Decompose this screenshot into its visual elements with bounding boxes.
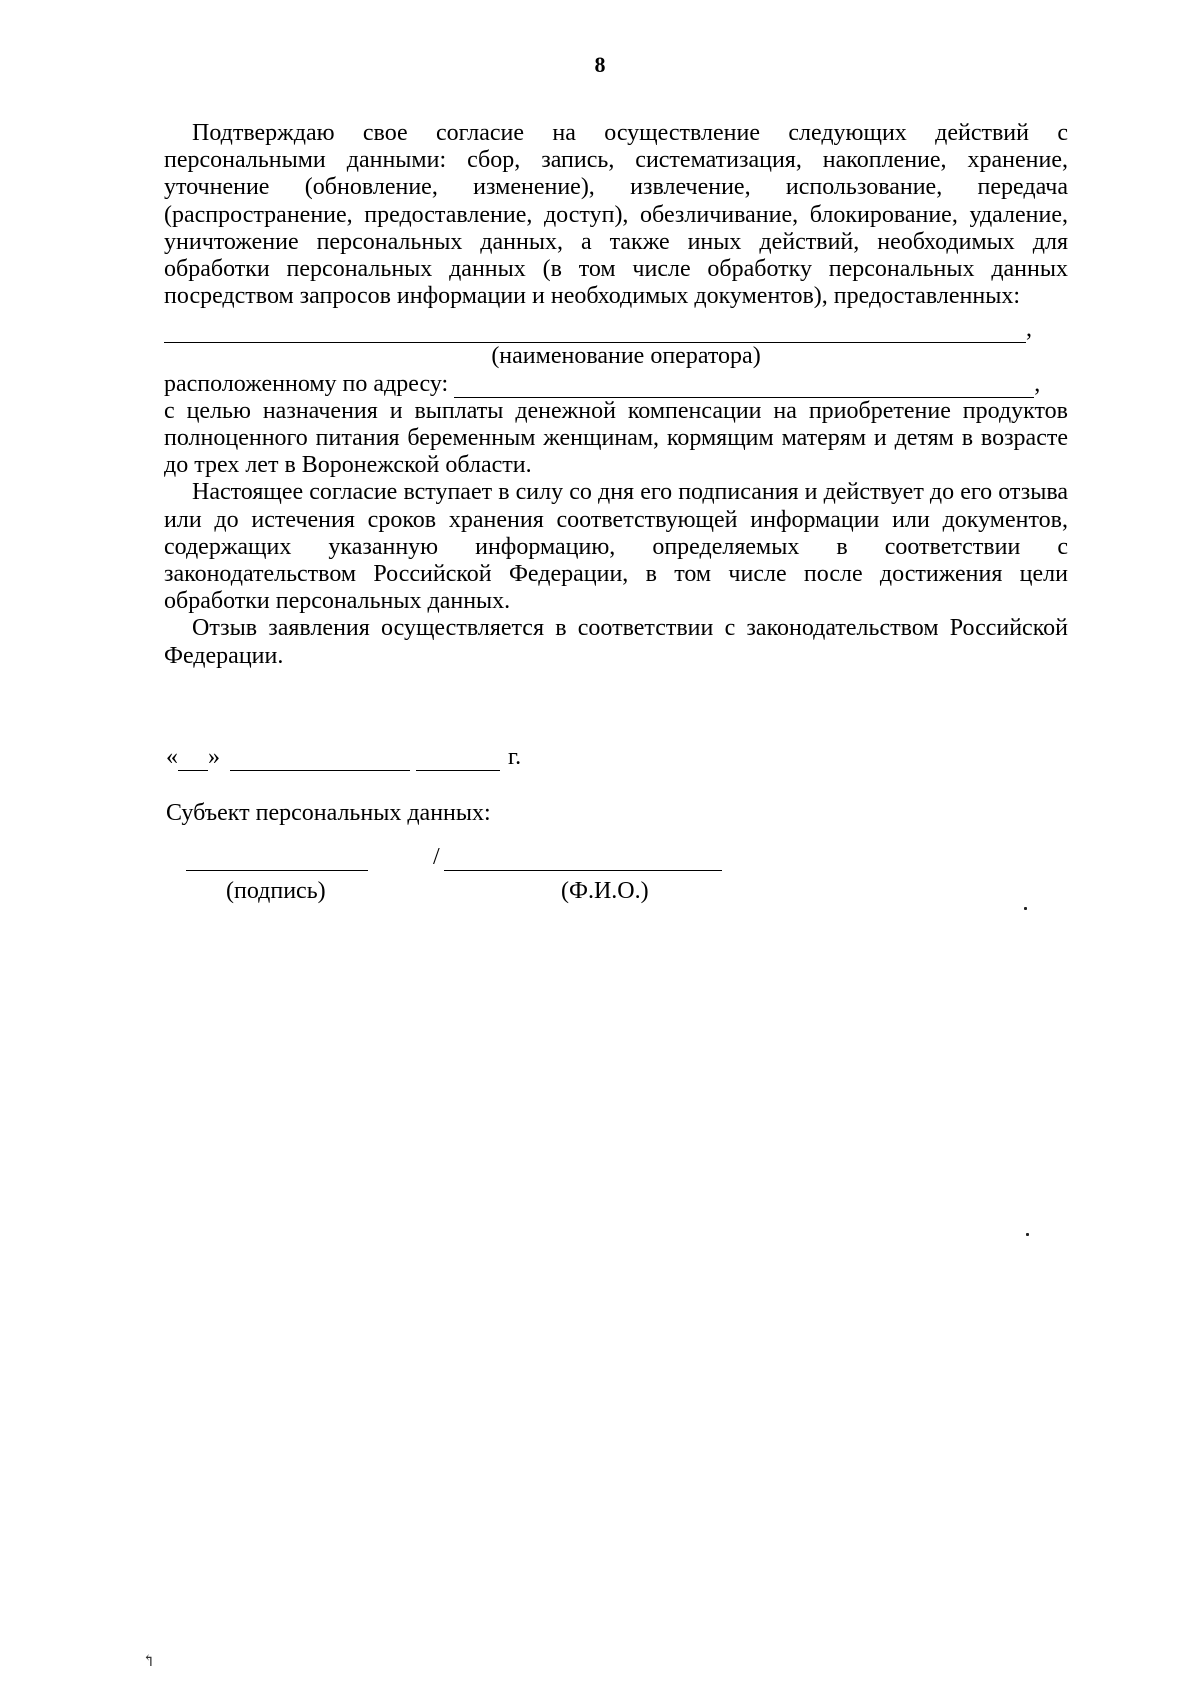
address-label: расположенному по адресу: [164,370,449,397]
scan-mark: ↰ [142,1653,156,1670]
date-open-quote: « [166,744,178,770]
signature-blank[interactable] [186,846,368,871]
year-blank[interactable] [416,748,500,771]
operator-caption: (наименование оператора) [491,343,761,370]
full-name-caption: (Ф.И.О.) [561,878,649,904]
operator-comma: , [1026,316,1032,343]
date-close-quote: » [208,744,220,770]
signature-caption: (подпись) [226,878,326,904]
consent-paragraph: Подтверждаю свое согласие на осуществление следующих действий с персональными данными: сбор, запись, систематизация, накопление, хранение, уточнение (обновление, изменение), извлечение, использование, передача (распространение, предоставление, доступ), обезличивание, блокирование, удаление, уничтожение персональных данных, а также иных действий, необходимых для обработки персональных данных (в том числе обработку персональных данных посредством запросов информации и необходимых документов), предоставленных: [164,120,1068,310]
scan-speck [1024,907,1027,910]
date-row [166,744,521,771]
consent-text [164,120,1068,670]
operator-blank-row [164,316,1068,343]
scan-speck [1026,1233,1029,1236]
full-name-blank[interactable] [444,846,722,871]
year-suffix: г. [508,744,522,770]
address-blank[interactable] [454,375,1034,398]
validity-paragraph: Настоящее согласие вступает в силу со дня его подписания и действует до его отзыва или до истечения сроков хранения соответствующей информации или документов, содержащих указанную информацию, определяемых в соответствии с законодательством Российской Федерации, в том числе после достижения цели обработки персональных данных. [164,479,1068,615]
address-comma: , [1034,370,1041,397]
signature-slash: / [433,844,440,870]
purpose-paragraph: с целью назначения и выплаты денежной компенсации на приобретение продуктов полноценного питания беременным женщинам, кормящим матерям и детям в возрасте до трех лет в Воронежской области. [164,397,1068,479]
address-row [164,371,1068,398]
page-number: 8 [594,52,606,77]
day-blank[interactable] [178,748,208,771]
subject-label: Субъект персональных данных: [166,800,491,826]
month-blank[interactable] [230,748,410,771]
revocation-paragraph: Отзыв заявления осуществляется в соответствии с законодательством Российской Федерации. [164,615,1068,669]
operator-name-blank[interactable] [164,320,1026,343]
